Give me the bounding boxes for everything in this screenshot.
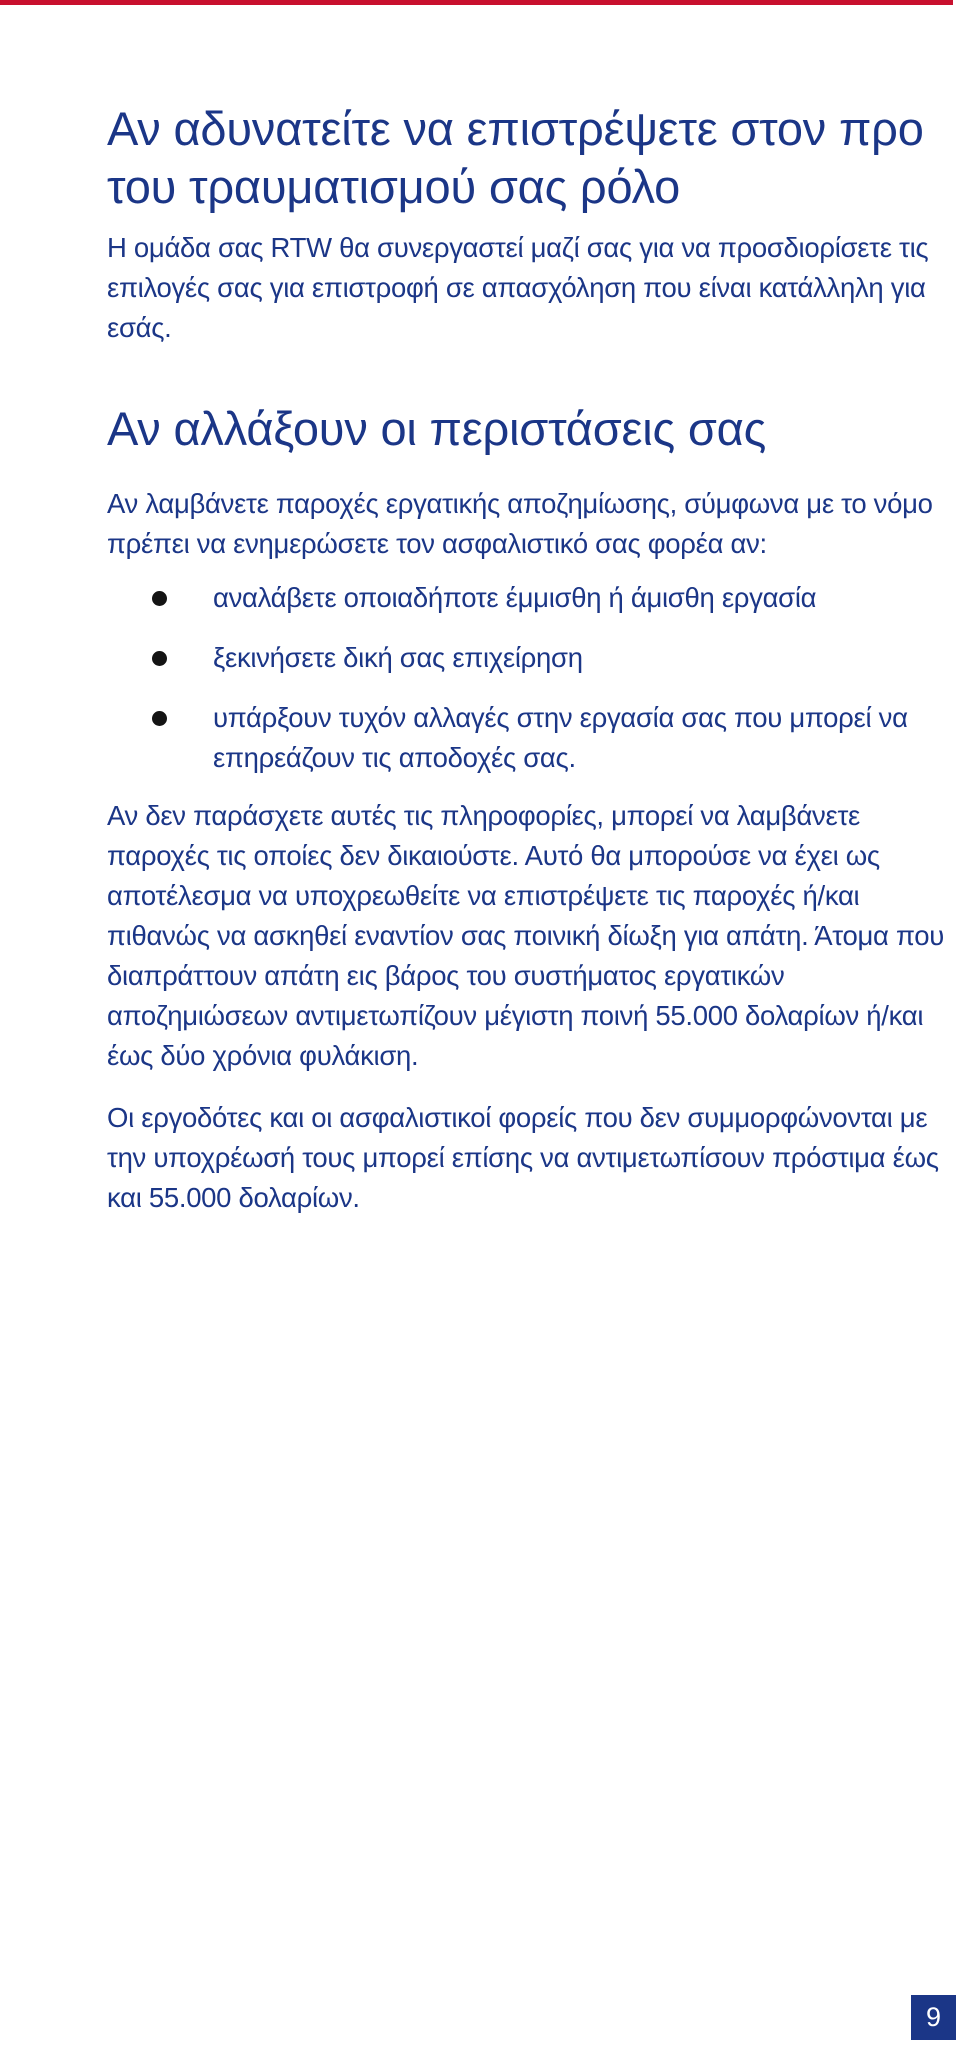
page-content (107, 100, 957, 1218)
paragraph-employer-penalties: Οι εργοδότες και οι ασφαλιστικοί φορείς που δεν συμμορφώνονται με την υποχρέωσή τους μπορεί επίσης να αντιμετωπίσουν πρόστιμα έως και 55.000 δολαρίων. (107, 1102, 939, 1213)
bullet-dot-icon (152, 711, 167, 726)
bullet-list (107, 578, 957, 778)
list-item-text: ξεκινήσετε δική σας επιχείρηση (213, 642, 583, 673)
bullet-dot-icon (152, 591, 167, 606)
list-item-text: αναλάβετε οποιαδήποτε έμμισθη ή άμισθη εργασία (213, 582, 817, 613)
paragraph-fraud-warning: Αν δεν παράσχετε αυτές τις πληροφορίες, μπορεί να λαμβάνετε παροχές τις οποίες δεν δικαιούστε. Αυτό θα μπορούσε να έχει ως αποτέλεσμα να υποχρεωθείτε να επιστρέψετε τις παροχές ή/και πιθανώς να ασκηθεί εναντίον σας ποινική δίωξη για απάτη. Άτομα που διαπράττουν απάτη εις βάρος του συστήματος εργατικών αποζημιώσεων αντιμετωπίζουν μέγιστη ποινή 55.000 δολαρίων ή/και έως δύο χρόνια φυλάκιση. (107, 800, 944, 1071)
top-accent-rule (0, 0, 953, 5)
paragraph-notify-insurer: Αν λαμβάνετε παροχές εργατικής αποζημίωσης, σύμφωνα με το νόμο πρέπει να ενημερώσετε τον ασφαλιστικό σας φορέα αν: (107, 488, 933, 559)
paragraph-rtw-team: Η ομάδα σας RTW θα συνεργαστεί μαζί σας για να προσδιορίσετε τις επιλογές σας για επιστροφή σε απασχόληση που είναι κατάλληλη για εσάς. (107, 232, 929, 343)
list-item (107, 638, 957, 678)
list-item (107, 698, 957, 778)
list-item (107, 578, 957, 618)
list-item-text: υπάρξουν τυχόν αλλαγές στην εργασία σας που μπορεί να επηρεάζουν τις αποδοχές σας. (213, 702, 908, 773)
heading-unable-to-return: Αν αδυνατείτε να επιστρέψετε στον προ του τραυματισμού σας ρόλο (107, 102, 924, 213)
bullet-dot-icon (152, 651, 167, 666)
heading-circumstances-change: Αν αλλάξουν οι περιστάσεις σας (107, 402, 767, 455)
page-number-badge: 9 (911, 1995, 956, 2040)
